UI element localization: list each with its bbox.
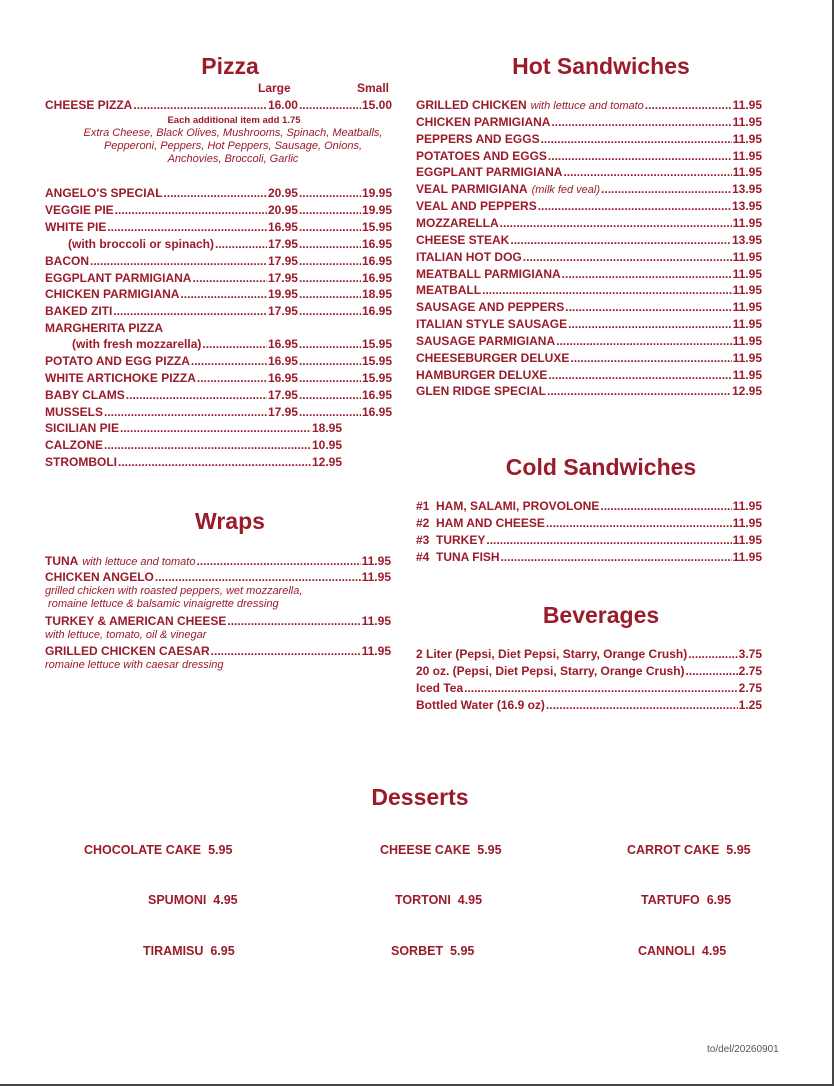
leader-dots — [299, 185, 361, 201]
pizza-row — [45, 353, 392, 369]
leader-dots — [486, 532, 731, 548]
price-large: 16.95 — [267, 337, 298, 351]
item-price: 18.95 — [311, 421, 342, 435]
leader-dots — [299, 236, 361, 252]
item-price: 12.95 — [731, 384, 762, 399]
item-price: 1.25 — [738, 698, 762, 712]
desserts-heading: Desserts — [371, 784, 469, 810]
item-name: GRILLED CHICKEN CAESAR — [45, 644, 210, 658]
dessert-item: SORBET 5.95 — [391, 944, 475, 958]
price-small: 15.95 — [361, 371, 392, 385]
item-name: ITALIAN HOT DOG — [416, 249, 522, 264]
wraps-heading: Wraps — [195, 508, 265, 534]
leader-dots — [645, 97, 732, 113]
price-small: 16.95 — [361, 236, 392, 251]
price-large: 17.95 — [267, 236, 298, 251]
item-price: 2.75 — [738, 681, 762, 695]
hot-sandwich-row — [416, 181, 762, 197]
leader-dots — [556, 333, 732, 349]
cold-sandwich-row — [416, 549, 762, 565]
leader-dots — [164, 185, 267, 201]
item-price: 2.75 — [738, 664, 762, 678]
item-name: VEAL AND PEPPERS — [416, 199, 537, 214]
pizza-row — [72, 336, 392, 352]
leader-dots — [155, 569, 361, 585]
item-name: ANGELO'S SPECIAL — [45, 186, 163, 200]
leader-dots — [299, 404, 361, 420]
item-price: 11.95 — [732, 317, 762, 332]
dessert-item: CARROT CAKE 5.95 — [627, 843, 751, 857]
leader-dots — [197, 370, 267, 386]
leader-dots — [104, 404, 267, 420]
leader-dots — [601, 181, 731, 197]
dessert-item: CHEESE CAKE 5.95 — [380, 843, 502, 857]
item-price: 11.95 — [732, 283, 762, 298]
leader-dots — [546, 697, 738, 713]
price-small: 15.95 — [361, 219, 392, 234]
pizza-single-row — [45, 454, 342, 470]
price-small: 16.95 — [361, 304, 392, 319]
leader-dots — [120, 420, 311, 436]
leader-dots — [600, 498, 731, 514]
price-large: 17.95 — [267, 405, 298, 419]
leader-dots — [133, 97, 267, 113]
price-large: 17.95 — [267, 388, 298, 402]
price-large: 16.00 — [267, 98, 298, 112]
item-price: 11.95 — [361, 644, 391, 658]
item-name: EGGPLANT PARMIGIANA — [45, 270, 192, 285]
item-price: 3.75 — [738, 647, 762, 661]
item-description-wrap — [82, 553, 195, 570]
cold-sandwich-row — [416, 515, 762, 531]
leader-dots — [299, 219, 361, 235]
item-price: 13.95 — [731, 182, 762, 197]
item-name: (with broccoli or spinach) — [68, 236, 215, 251]
leader-dots — [299, 336, 361, 352]
cold-sandwiches-heading: Cold Sandwiches — [505, 454, 697, 480]
leader-dots — [688, 646, 737, 662]
price-large: 16.95 — [267, 371, 298, 385]
leader-dots — [299, 202, 361, 218]
item-name: HAMBURGER DELUXE — [416, 367, 548, 382]
additional-item-note: Each additional item add 1.75 — [167, 115, 301, 126]
item-name: TUNA — [45, 554, 79, 568]
pizza-row — [45, 219, 392, 235]
price-large: 19.95 — [267, 287, 298, 302]
hot-sandwich-row — [416, 97, 762, 113]
cold-sandwich-row — [416, 532, 762, 548]
price-small: 16.95 — [361, 405, 392, 419]
leader-dots — [546, 515, 732, 531]
item-name: 2 Liter (Pepsi, Diet Pepsi, Starry, Orange Crush) — [416, 647, 688, 661]
item-name: 20 oz. (Pepsi, Diet Pepsi, Starry, Orange Crush) — [416, 664, 685, 678]
leader-dots — [464, 680, 738, 696]
leader-dots — [126, 387, 267, 403]
leader-dots — [299, 270, 361, 286]
item-name: BAKED ZITI — [45, 304, 113, 319]
leader-dots — [299, 253, 361, 269]
margherita-label: MARGHERITA PIZZA — [45, 321, 163, 335]
item-description-wrap — [531, 97, 644, 114]
price-large: 20.95 — [267, 186, 298, 200]
item-name: MOZZARELLA — [416, 215, 499, 230]
hot-sandwich-row — [416, 131, 762, 147]
item-name: Iced Tea — [416, 681, 464, 695]
toppings-list-line: Anchovies, Broccoli, Garlic — [167, 153, 299, 165]
price-small: 16.95 — [361, 270, 392, 285]
hot-sandwich-row — [416, 215, 762, 231]
item-price: 11.95 — [732, 499, 762, 513]
leader-dots — [523, 249, 732, 265]
beverage-row — [416, 663, 762, 679]
price-large: 17.95 — [267, 253, 298, 268]
wrap-row — [45, 553, 391, 569]
item-description: (milk fed veal) — [531, 184, 601, 197]
leader-dots — [191, 353, 267, 369]
item-name: BABY CLAMS — [45, 388, 125, 402]
item-price: 11.95 — [732, 98, 762, 112]
item-name: #3 TURKEY — [416, 533, 486, 547]
leader-dots — [227, 613, 360, 629]
leader-dots — [541, 131, 732, 147]
hot-sandwich-row — [416, 350, 762, 366]
leader-dots — [570, 350, 731, 366]
price-small: 19.95 — [361, 186, 392, 200]
item-name: VEGGIE PIE — [45, 202, 114, 217]
pizza-row — [45, 303, 392, 319]
item-name: CHICKEN PARMIGIANA — [416, 114, 551, 129]
leader-dots — [299, 97, 361, 113]
item-name: SAUSAGE AND PEPPERS — [416, 300, 565, 315]
item-price: 11.95 — [361, 614, 391, 628]
item-name: #2 HAM AND CHEESE — [416, 516, 545, 530]
pizza-row — [45, 202, 392, 218]
wrap-row — [45, 569, 391, 585]
pizza-row — [45, 97, 392, 113]
wrap-description: romaine lettuce with caesar dressing — [45, 659, 224, 671]
hot-sandwich-row — [416, 299, 762, 315]
item-name: CHEESE PIZZA — [45, 98, 133, 112]
hot-sandwich-row — [416, 266, 762, 282]
hot-sandwich-row — [416, 148, 762, 164]
price-large: 20.95 — [267, 202, 298, 217]
leader-dots — [562, 266, 732, 282]
leader-dots — [104, 437, 311, 453]
pizza-col-large: Large — [258, 81, 291, 95]
leader-dots — [501, 549, 732, 565]
price-small: 19.95 — [361, 202, 392, 217]
dessert-item: TORTONI 4.95 — [395, 893, 483, 907]
item-name: GLEN RIDGE SPECIAL — [416, 384, 547, 399]
item-name: BACON — [45, 253, 89, 268]
item-description-wrap — [532, 181, 600, 198]
item-price: 13.95 — [731, 232, 762, 247]
leader-dots — [551, 114, 731, 130]
price-large: 16.95 — [267, 354, 298, 368]
hot-sandwich-row — [416, 198, 762, 214]
hot-sandwich-row — [416, 249, 762, 265]
item-name: GRILLED CHICKEN — [416, 98, 527, 112]
price-small: 18.95 — [361, 287, 392, 302]
wrap-description: grilled chicken with roasted peppers, wet mozzarella, — [45, 585, 303, 597]
hot-sandwich-row — [416, 333, 762, 349]
pizza-row — [45, 185, 392, 201]
item-price: 11.95 — [732, 300, 762, 315]
wrap-description: with lettuce, tomato, oil & vinegar — [45, 629, 207, 641]
dessert-item: SPUMONI 4.95 — [148, 893, 238, 907]
item-price: 13.95 — [731, 199, 762, 214]
item-price: 11.95 — [732, 533, 762, 547]
item-price: 11.95 — [732, 114, 762, 129]
hot-sandwich-row — [416, 316, 762, 332]
price-small: 16.95 — [361, 253, 392, 268]
dessert-item: TIRAMISU 6.95 — [143, 944, 235, 958]
leader-dots — [299, 370, 361, 386]
beverage-row — [416, 697, 762, 713]
pizza-row — [45, 387, 392, 403]
price-large: 16.95 — [267, 219, 298, 234]
item-name: SAUSAGE PARMIGIANA — [416, 333, 556, 348]
item-price: 11.95 — [732, 367, 762, 382]
leader-dots — [180, 286, 266, 302]
cold-sandwich-row — [416, 498, 762, 514]
item-price: 11.95 — [732, 333, 762, 348]
leader-dots — [510, 232, 731, 248]
leader-dots — [299, 286, 361, 302]
pizza-row — [68, 236, 392, 252]
item-name: CHEESEBURGER DELUXE — [416, 350, 570, 365]
item-name: POTATO AND EGG PIZZA — [45, 354, 190, 368]
leader-dots — [113, 303, 267, 319]
item-name: MEATBALL PARMIGIANA — [416, 266, 561, 281]
item-name: WHITE PIE — [45, 219, 107, 234]
item-price: 11.95 — [732, 215, 762, 230]
leader-dots — [563, 164, 731, 180]
leader-dots — [118, 454, 311, 470]
item-price: 11.95 — [732, 266, 762, 281]
leader-dots — [547, 383, 731, 399]
beverages-heading: Beverages — [542, 602, 660, 628]
item-name: #1 HAM, SALAMI, PROVOLONE — [416, 499, 600, 513]
hot-sandwich-row — [416, 282, 762, 298]
pizza-row — [45, 370, 392, 386]
hot-sandwich-row — [416, 114, 762, 130]
pizza-row — [45, 270, 392, 286]
item-name: POTATOES AND EGGS — [416, 148, 547, 163]
item-name: #4 TUNA FISH — [416, 550, 500, 564]
item-name: TURKEY & AMERICAN CHEESE — [45, 614, 227, 628]
price-small: 15.00 — [361, 98, 392, 112]
leader-dots — [115, 202, 267, 218]
item-price: 11.95 — [732, 516, 762, 530]
item-description: with lettuce and tomato — [530, 100, 644, 112]
dessert-item: CANNOLI 4.95 — [638, 944, 727, 958]
item-name: CHICKEN ANGELO — [45, 570, 154, 584]
pizza-heading: Pizza — [201, 53, 259, 79]
item-name: (with fresh mozzarella) — [72, 337, 202, 351]
toppings-list-line: Pepperoni, Peppers, Hot Peppers, Sausage, Onions, — [103, 140, 363, 152]
pizza-row — [45, 404, 392, 420]
item-price: 12.95 — [311, 455, 342, 469]
item-price: 11.95 — [732, 165, 762, 180]
wrap-row — [45, 643, 391, 659]
wrap-row — [45, 613, 391, 629]
leader-dots — [538, 198, 731, 214]
item-name: CHEESE STEAK — [416, 232, 510, 247]
leader-dots — [299, 387, 361, 403]
item-name: MEATBALL — [416, 283, 482, 298]
price-small: 15.95 — [361, 337, 392, 351]
price-small: 16.95 — [361, 388, 392, 402]
leader-dots — [565, 299, 731, 315]
item-name: SICILIAN PIE — [45, 421, 120, 435]
pizza-row — [45, 253, 392, 269]
item-name: VEAL PARMIGIANA — [416, 182, 528, 197]
item-name: Bottled Water (16.9 oz) — [416, 698, 545, 712]
pizza-single-row — [45, 420, 342, 436]
leader-dots — [299, 353, 361, 369]
price-large: 17.95 — [267, 304, 298, 319]
hot-sandwiches-heading: Hot Sandwiches — [512, 53, 690, 79]
leader-dots — [202, 336, 267, 352]
pizza-row — [45, 286, 392, 302]
item-price: 11.95 — [732, 131, 762, 146]
leader-dots — [107, 219, 267, 235]
leader-dots — [548, 148, 732, 164]
pizza-col-small: Small — [357, 81, 390, 95]
item-name: STROMBOLI — [45, 455, 117, 469]
dessert-item: TARTUFO 6.95 — [641, 893, 732, 907]
item-name: EGGPLANT PARMIGIANA — [416, 165, 563, 180]
item-price: 10.95 — [311, 438, 342, 452]
item-name: CALZONE — [45, 438, 103, 452]
leader-dots — [500, 215, 732, 231]
dessert-item: CHOCOLATE CAKE 5.95 — [84, 843, 233, 857]
item-name: MUSSELS — [45, 405, 104, 419]
item-price: 11.95 — [732, 550, 762, 564]
beverage-row — [416, 646, 762, 662]
leader-dots — [211, 643, 361, 659]
hot-sandwich-row — [416, 232, 762, 248]
beverage-row — [416, 680, 762, 696]
leader-dots — [192, 270, 266, 286]
leader-dots — [548, 367, 731, 383]
hot-sandwich-row — [416, 383, 762, 399]
item-price: 11.95 — [732, 148, 762, 163]
item-price: 11.95 — [361, 570, 391, 584]
hot-sandwich-row — [416, 164, 762, 180]
footer-code: to/del/20260901 — [707, 1044, 779, 1055]
leader-dots — [299, 303, 361, 319]
item-name: CHICKEN PARMIGIANA — [45, 287, 180, 302]
item-name: WHITE ARTICHOKE PIZZA — [45, 371, 196, 385]
leader-dots — [568, 316, 732, 332]
item-description: with lettuce and tomato — [82, 556, 196, 568]
leader-dots — [196, 553, 360, 569]
leader-dots — [215, 236, 267, 252]
toppings-list-line: Extra Cheese, Black Olives, Mushrooms, Spinach, Meatballs, — [83, 127, 383, 139]
leader-dots — [90, 253, 267, 269]
pizza-single-row — [45, 437, 342, 453]
wrap-description: romaine lettuce & balsamic vinaigrette dressing — [45, 598, 279, 610]
leader-dots — [686, 663, 738, 679]
item-price: 11.95 — [732, 350, 762, 365]
item-price: 11.95 — [732, 249, 762, 264]
item-name: ITALIAN STYLE SAUSAGE — [416, 317, 568, 332]
price-small: 15.95 — [361, 354, 392, 368]
item-name: PEPPERS AND EGGS — [416, 131, 540, 146]
price-large: 17.95 — [267, 270, 298, 285]
item-price: 11.95 — [361, 554, 391, 568]
hot-sandwich-row — [416, 367, 762, 383]
leader-dots — [482, 282, 732, 298]
